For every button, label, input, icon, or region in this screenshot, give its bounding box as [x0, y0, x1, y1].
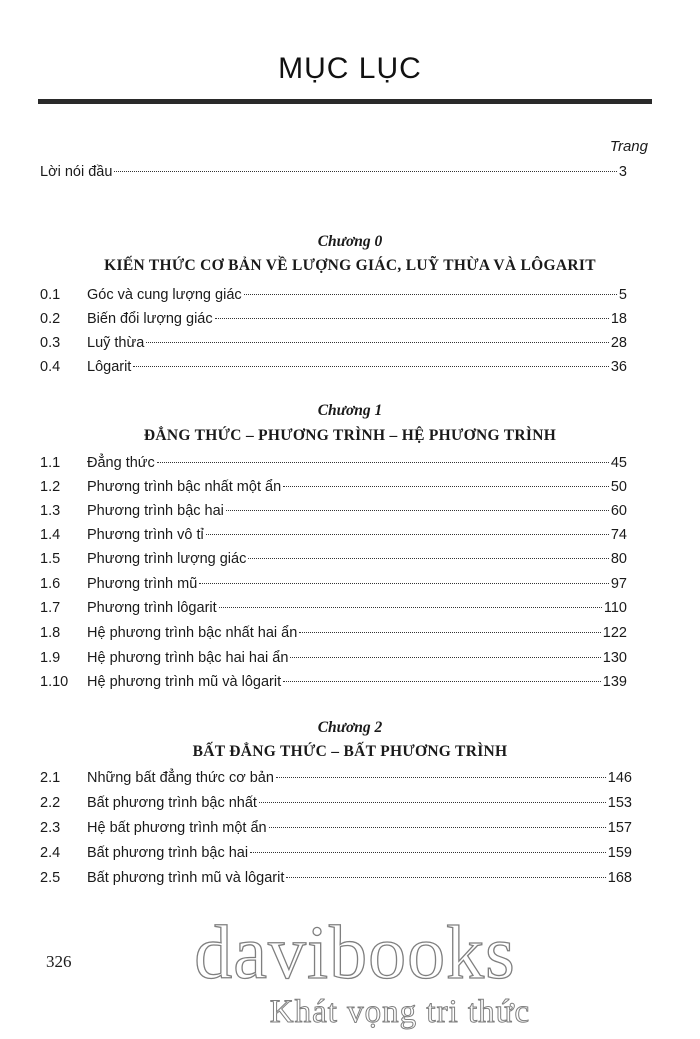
toc-entry-title: Phương trình lôgarit [87, 600, 217, 616]
toc-entry-page: 18 [610, 311, 627, 327]
dot-leader [299, 632, 601, 633]
toc-entry-number: 0.3 [40, 335, 61, 351]
chapter-label: Chương 0 [317, 233, 383, 250]
dot-leader [283, 486, 609, 487]
chapter-label: Chương 1 [317, 402, 383, 419]
toc-entry[interactable] [40, 600, 627, 620]
dot-leader [248, 558, 609, 559]
toc-entry-title: Phương trình lượng giác [87, 551, 247, 567]
toc-entry-number: 1.10 [40, 674, 69, 690]
toc-entry-number: 1.1 [40, 455, 61, 471]
dot-leader [146, 342, 609, 343]
toc-entry-page: 146 [607, 770, 632, 786]
toc-entry-title: Những bất đẳng thức cơ bản [87, 770, 274, 786]
toc-entry-number: 1.3 [40, 503, 61, 519]
toc-entry[interactable] [40, 870, 632, 890]
dot-leader [286, 877, 605, 878]
toc-entry-page: 110 [603, 600, 627, 616]
toc-entry[interactable] [40, 527, 627, 547]
toc-entry[interactable] [40, 770, 632, 790]
toc-entry[interactable] [40, 820, 632, 840]
dot-leader [219, 607, 602, 608]
toc-entry-page: 74 [610, 527, 627, 543]
dot-leader [250, 852, 606, 853]
toc-entry-page: 122 [602, 625, 627, 641]
toc-entry-number: 1.2 [40, 479, 61, 495]
chapter-label: Chương 2 [317, 719, 383, 736]
toc-entry-title: Bất phương trình mũ và lôgarit [87, 870, 285, 886]
dot-leader [226, 510, 609, 511]
page-number: 326 [46, 952, 72, 971]
toc-entry-title: Hệ bất phương trình một ẩn [87, 820, 267, 836]
toc-entry[interactable] [40, 674, 627, 694]
toc-entry-page: 130 [602, 650, 627, 666]
toc-entry-page: 80 [610, 551, 627, 567]
toc-entry-title: Phương trình bậc nhất một ẩn [87, 479, 282, 495]
toc-entry-preface[interactable] [40, 164, 627, 184]
chapter-title: ĐẲNG THỨC – PHƯƠNG TRÌNH – HỆ PHƯƠNG TRÌNH [143, 427, 557, 444]
toc-entry[interactable] [40, 551, 627, 571]
title-rule [38, 99, 652, 104]
toc-entry-page: 50 [610, 479, 627, 495]
toc-entry[interactable] [40, 503, 627, 523]
toc-entry[interactable] [40, 335, 627, 355]
dot-leader [133, 366, 609, 367]
toc-entry-title: Góc và cung lượng giác [87, 287, 242, 303]
dot-leader [283, 681, 601, 682]
toc-entry-number: 0.1 [40, 287, 61, 303]
toc-entry-page: 3 [618, 164, 627, 180]
toc-entry[interactable] [40, 845, 632, 865]
toc-entry-title: Lôgarit [87, 359, 132, 375]
toc-entry-number: 2.4 [40, 845, 61, 861]
toc-entry[interactable] [40, 650, 627, 670]
dot-leader [259, 802, 606, 803]
toc-entry-title: Biến đổi lượng giác [87, 311, 213, 327]
toc-entry-page: 60 [610, 503, 627, 519]
toc-entry-page: 36 [610, 359, 627, 375]
dot-leader [244, 294, 617, 295]
toc-entry-page: 157 [607, 820, 632, 836]
toc-entry-page: 45 [610, 455, 627, 471]
toc-entry[interactable] [40, 576, 627, 596]
toc-entry[interactable] [40, 287, 627, 307]
toc-entry-number: 1.5 [40, 551, 61, 567]
toc-entry-title: Bất phương trình bậc nhất [87, 795, 257, 811]
toc-entry-number: 0.2 [40, 311, 61, 327]
toc-entry-number: 2.5 [40, 870, 61, 886]
toc-entry[interactable] [40, 311, 627, 331]
toc-entry[interactable] [40, 479, 627, 499]
toc-entry-number: 0.4 [40, 359, 61, 375]
dot-leader [206, 534, 609, 535]
toc-entry-title: Lời nói đầu [40, 164, 113, 180]
toc-entry-number: 1.4 [40, 527, 61, 543]
page-column-label: Trang [609, 138, 648, 155]
toc-entry[interactable] [40, 455, 627, 475]
toc-entry[interactable] [40, 625, 627, 645]
toc-entry-title: Hệ phương trình bậc nhất hai ẩn [87, 625, 298, 641]
toc-entry-page: 139 [602, 674, 627, 690]
toc-entry-page: 97 [610, 576, 627, 592]
watermark-brand: davibooks [194, 911, 516, 995]
toc-entry-title: Hệ phương trình mũ và lôgarit [87, 674, 282, 690]
toc-entry-number: 1.7 [40, 600, 61, 616]
toc-entry-page: 159 [607, 845, 632, 861]
chapter-title: KIẾN THỨC CƠ BẢN VỀ LƯỢNG GIÁC, LUỸ THỪA VÀ LÔGARIT [104, 257, 596, 274]
toc-entry-page: 168 [607, 870, 632, 886]
toc-entry-number: 1.8 [40, 625, 61, 641]
toc-entry-number: 2.3 [40, 820, 61, 836]
toc-entry-title: Bất phương trình bậc hai [87, 845, 249, 861]
toc-entry-title: Phương trình vô tỉ [87, 527, 204, 543]
watermark-slogan: Khát vọng tri thức [269, 994, 531, 1030]
toc-entry-number: 1.9 [40, 650, 61, 666]
toc-entry-title: Phương trình mũ [87, 576, 198, 592]
toc-entry-title: Hệ phương trình bậc hai hai ẩn [87, 650, 289, 666]
toc-entry-page: 153 [607, 795, 632, 811]
toc-entry[interactable] [40, 359, 627, 379]
toc-entry-number: 2.2 [40, 795, 61, 811]
dot-leader [199, 583, 609, 584]
chapter-title: BẤT ĐẲNG THỨC – BẤT PHƯƠNG TRÌNH [192, 743, 508, 760]
toc-entry-page: 5 [618, 287, 627, 303]
toc-entry-page: 28 [610, 335, 627, 351]
toc-entry-title: Phương trình bậc hai [87, 503, 224, 519]
toc-entry-number: 2.1 [40, 770, 61, 786]
dot-leader [157, 462, 609, 463]
dot-leader [269, 827, 606, 828]
dot-leader [290, 657, 600, 658]
toc-entry[interactable] [40, 795, 632, 815]
dot-leader [276, 777, 606, 778]
dot-leader [215, 318, 609, 319]
page-title: MỤC LỤC [278, 52, 422, 85]
toc-entry-title: Luỹ thừa [87, 335, 145, 351]
toc-entry-number: 1.6 [40, 576, 61, 592]
dot-leader [114, 171, 617, 172]
toc-entry-title: Đẳng thức [87, 455, 155, 471]
